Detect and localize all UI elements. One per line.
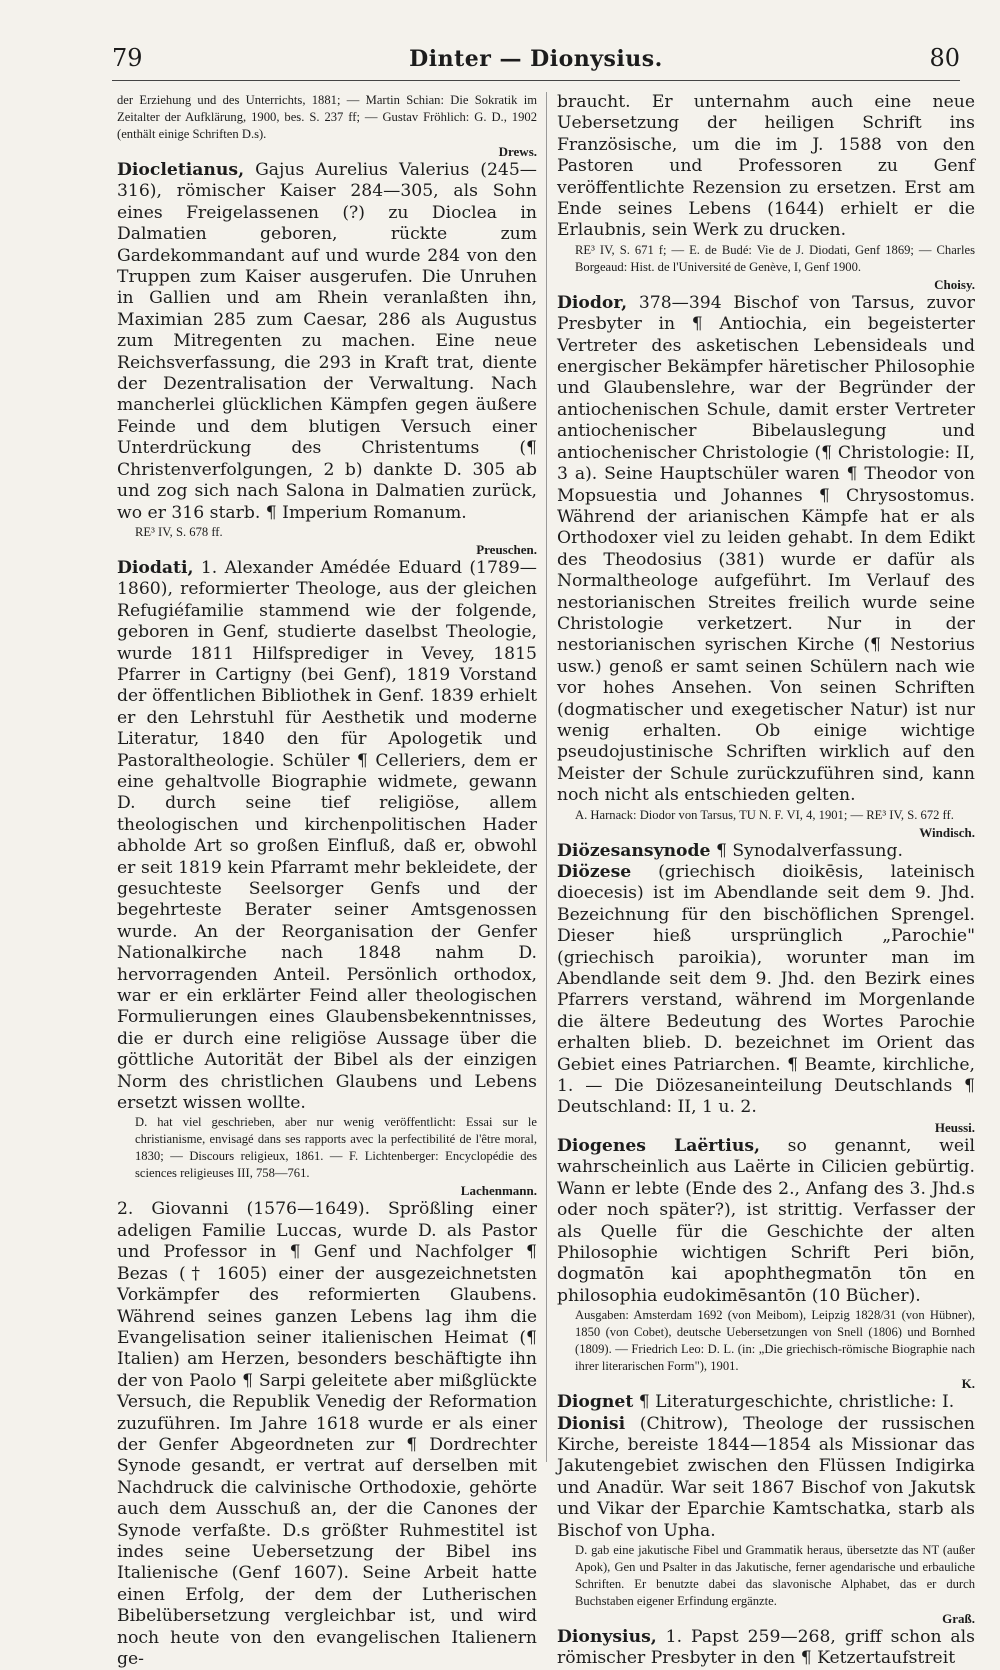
- bibliography-note: der Erziehung und des Unterrichts, 1881; — Martin Schian: Die Sokratik im Zeitalter der Aufklärung, 1900, bes. S. 237 ff; — Gustav Fröhlich: G. D., 1902 (enthält einige Schriften D.s).: [117, 93, 537, 141]
- entry-diogenes-laertius: [557, 1136, 975, 1307]
- entry-dionysius: [557, 1627, 975, 1670]
- entry-dioezesansynode: [557, 841, 975, 862]
- bibliography-note: A. Harnack: Diodor von Tarsus, TU N. F. VI, 4, 1901; — RE³ IV, S. 672 ff.: [575, 807, 954, 822]
- entry-author: Choisy.: [934, 276, 975, 292]
- entry-text: 1. Alexander Amédée Eduard (1789—1860), reformierter Theologe, aus der gleichen Refugiéfamilie stammend wie der folgende, geboren in Genf, studierte daselbst Theologie, wurde 1811 Hilfsprediger in Vevey, 1815 Pfarrer in Cartigny (bei Genf), 1819 Vorstand der öffentlichen Bibliothek in Genf. 1839 erhielt er den Lehrstuhl für Aesthetik und moderne Literatur, 1840 den für Apologetik und Pastoraltheologie. Schüler ¶ Celleriers, dem er eine gehaltvolle Biographie widmete, gewann D. durch seine tief religiöse, allem theologischen und kirchenpolitischen Hader abholde Art so großen Einfluß, daß er, obwohl er seit 1819 kein Pfarramt mehr bekleidete, der gesuchteste Seelsorger Genfs und der begehrteste Berater seiner Amtsgenossen wurde. An der Reorganisation der Genfer Nationalkirche nach 1848 nahm D. hervorragenden Anteil. Persönlich orthodox, war er ein erklärter Feind aller theologischen Formulierungen eines Glaubensbekenntnisses, die er durch eine religiöse Aussage über die göttliche Autorität der Bibel als der einzigen Norm des christlichen Glaubens und Lebens ersetzt wissen wollte.: [117, 557, 537, 1114]
- entry-headword: Diodati,: [117, 557, 194, 578]
- entry-headword: Diogenes Laërtius,: [557, 1135, 760, 1156]
- entry-author: Drews.: [498, 144, 537, 159]
- running-head: Dinter — Dionysius.: [409, 46, 663, 72]
- column-divider: [546, 92, 547, 1462]
- entry-author: Graß.: [942, 1610, 975, 1626]
- entry-headword: Dionisi: [557, 1413, 626, 1434]
- entry-diodati: [117, 558, 537, 1115]
- entry-headword: Dionysius,: [557, 1626, 657, 1647]
- entry-diocletianus: [117, 160, 537, 524]
- page-header: [112, 40, 960, 81]
- bibliography-note: RE³ IV, S. 671 f; — E. de Budé: Vie de J. Diodati, Genf 1869; — Charles Borgeaud: Hist. de l'Université de Genève, I, Genf 1900.: [575, 242, 975, 274]
- entry-headword: Diözesansynode: [557, 840, 711, 861]
- entry-text: (Chitrow), Theologe der russischen Kirche, bereiste 1844—1854 als Missionar das Jakutengebiet zwischen den Flüssen Indigirka und Anadür. War seit 1867 Bischof von Jakutsk und Vikar der Eparchie Kamtschatka, starb als Bischof von Upha.: [557, 1413, 975, 1541]
- page-number-right: 80: [929, 44, 960, 72]
- right-column: [557, 92, 976, 1669]
- entry-continuation: braucht. Er unternahm auch eine neue Uebersetzung der heiligen Schrift ins Französische, um die im J. 1588 von den Pastoren und Professoren zu Genf veröffentlichte Rezension zu ersetzen. Erst am Ende seines Lebens (1644) erhielt er die Erlaubnis, sein Werk zu drucken.: [557, 92, 975, 241]
- entry-author: Lachenmann.: [460, 1183, 537, 1199]
- entry-author: Heussi.: [934, 1119, 975, 1135]
- entry-author: Preuschen.: [476, 541, 537, 557]
- entry-author: Windisch.: [919, 824, 975, 840]
- bibliography-note: Ausgaben: Amsterdam 1692 (von Meibom), Leipzig 1828/31 (von Hübner), 1850 (von Cobet), deutsche Uebersetzungen von Snell (1806) und Bornhed (1809). — Friedrich Leo: D. L. (in: „Die griechisch-römische Biographie nach ihrer literarischen Form"), 1901.: [575, 1308, 975, 1374]
- entry-headword: Diocletianus,: [117, 160, 245, 180]
- entry-diodor: [557, 293, 975, 807]
- bibliography-note: D. hat viel geschrieben, aber nur wenig veröffentlicht: Essai sur le christianisme, envisagé dans ses rapports avec la perfectibilité de l'être moral, 1830; — Discours religieux, 1861. — F. Lichtenberger: Encyclopédie des sciences religieuses III, 758—761.: [135, 1115, 537, 1181]
- bibliography-note: D. gab eine jakutische Fibel und Grammatik heraus, übersetzte das NT (außer Apok), Gen und Psalter in das Jakutische, ferner agendarische und erbauliche Schriften. Er benutzte dabei das slavonische Alphabet, das er durch Buchstaben eigener Erfindung ergänzte.: [575, 1542, 975, 1608]
- entry-text: ¶ Synodalverfassung.: [710, 840, 903, 861]
- entry-diognet: [557, 1392, 975, 1413]
- entry-text: Gajus Aurelius Valerius (245—316), römischer Kaiser 284—305, als Sohn eines Freigelassenen (?) zu Dioclea in Dalmatien geboren, rückte zum Gardekommandant auf und wurde 284 von den Truppen zum Kaiser ausgerufen. Die Unruhen in Gallien und am Rhein veranlaßten ihn, Maximian 285 zum Caesar, 286 als Augustus zum Mitregenten zu machen. Eine neue Reichsverfassung, die 293 in Kraft trat, diente der Dezentralisation der Verwaltung. Nach mancherlei glücklichen Kämpfen gegen äußere Feinde und dem blutigen Versuch einer Unterdrückung des Christentums (¶ Christenverfolgungen, 2 b) dankte D. 305 ab und zog sich nach Salona in Dalmatien zurück, wo er 316 starb. ¶ Imperium Romanum.: [117, 160, 537, 523]
- entry-text: (griechisch dioikēsis, lateinisch dioecesis) ist im Abendlande seit dem 9. Jhd. Bezeichnung für den bischöflichen Sprengel. Dieser hieß ursprünglich „Parochie" (griechisch paroikia), worunter man im Abendlande seit dem 9. Jhd. den Bezirk eines Pfarrers verstand, während im Morgenlande die ältere Bedeutung des Wortes Parochie erhalten blieb. D. bezeichnet im Orient das Gebiet eines Patriarchen. ¶ Beamte, kirchliche, 1. — Die Diözesaneinteilung Deutschlands ¶ Deutschland: II, 1 u. 2.: [557, 862, 975, 1118]
- entry-dionisi: [557, 1414, 975, 1542]
- entry-author: K.: [961, 1376, 975, 1392]
- entry-text: 1. Papst 259—268, griff schon als römischer Presbyter in den ¶ Ketzertaufstreit: [557, 1626, 975, 1669]
- entry-text: 378—394 Bischof von Tarsus, zuvor Presbyter in ¶ Antiochia, ein begeisterter Vertreter des asketischen Lebensideals und energischer Bekämpfer häretischer Philosophie und Glaubenslehre, war der Begründer der antiochenischen Schule, damit erster Vertreter antiochenischer Bibelauslegung und antiochenischer Christologie (¶ Christologie: II, 3 a). Seine Hauptschüler waren ¶ Theodor von Mopsuestia und Johannes ¶ Chrysostomus. Während der arianischen Kämpfe hat er als Orthodoxer viel zu leiden gehabt. In dem Edikt des Theodosius (381) wurde er dafür als Normaltheologe aufgeführt. Im Verlauf des nestorianischen Streites freilich wurde seine Christologie verketzert. Nur in der nestorianischen syrischen Kirche (¶ Nestorius usw.) genoß er samt seinen Schülern nach wie vor hohes Ansehen. Von seinen Schriften (dogmatischer und exegetischer Natur) ist nur wenig erhalten. Ob einige wichtige pseudojustinische Schriften wirklich auf den Meister der Schule zurückzuführen sind, kann noch nicht als entschieden gelten.: [557, 292, 975, 806]
- entry-diodati-giovanni: 2. Giovanni (1576—1649). Sprößling einer adeligen Familie Luccas, wurde D. als Pastor und Professor in ¶ Genf und Nachfolger ¶ Bezas († 1605) einer der ausgezeichnetsten Vorkämpfer des reformierten Glaubens. Während seines ganzen Lebens lag ihm die Evangelisation seiner italienischen Heimat (¶ Italien) am Herzen, besonders beschäftigte ihn der von Paolo ¶ Sarpi geleitete aber mißglückte Versuch, die Republik Venedig der Reformation zuzuführen. Im Jahre 1618 wurde er als einer der Genfer Abgeordneten zur ¶ Dordrechter Synode gesandt, er vertrat auf derselben mit Nachdruck die calvinische Orthodoxie, gehörte auch dem Ausschuß an, der die Canones der Synode verfaßte. D.s größter Ruhmestitel ist indes seine Uebersetzung der Bibel ins Italienische (Genf 1607). Seine Arbeit hatte einen Erfolg, der dem der Lutherischen Bibelübersetzung vergleichbar ist, und wird noch heute von den evangelischen Italienern ge-: [117, 1199, 537, 1669]
- entry-dioezese: [557, 862, 975, 1119]
- entry-headword: Diözese: [557, 862, 632, 882]
- entry-headword: Diognet: [557, 1392, 634, 1413]
- entry-text: ¶ Literaturgeschichte, christliche: I.: [633, 1392, 955, 1413]
- bibliography-note: RE³ IV, S. 678 ff.: [135, 524, 223, 539]
- page-number-left: 79: [112, 44, 143, 72]
- left-column: [117, 92, 537, 1669]
- entry-headword: Diodor,: [557, 292, 628, 313]
- entry-text: so genannt, weil wahrscheinlich aus Laërte in Cilicien gebürtig. Wann er lebte (Ende des 2., Anfang des 3. Jhd.s oder noch später?), ist strittig. Verfasser der als Quelle für die Geschichte der alten Philosophie wichtigen Schrift Peri biōn, dogmatōn kai apophthegmatōn tōn en philosophia eudokimēsantōn (10 Bücher).: [557, 1135, 976, 1306]
